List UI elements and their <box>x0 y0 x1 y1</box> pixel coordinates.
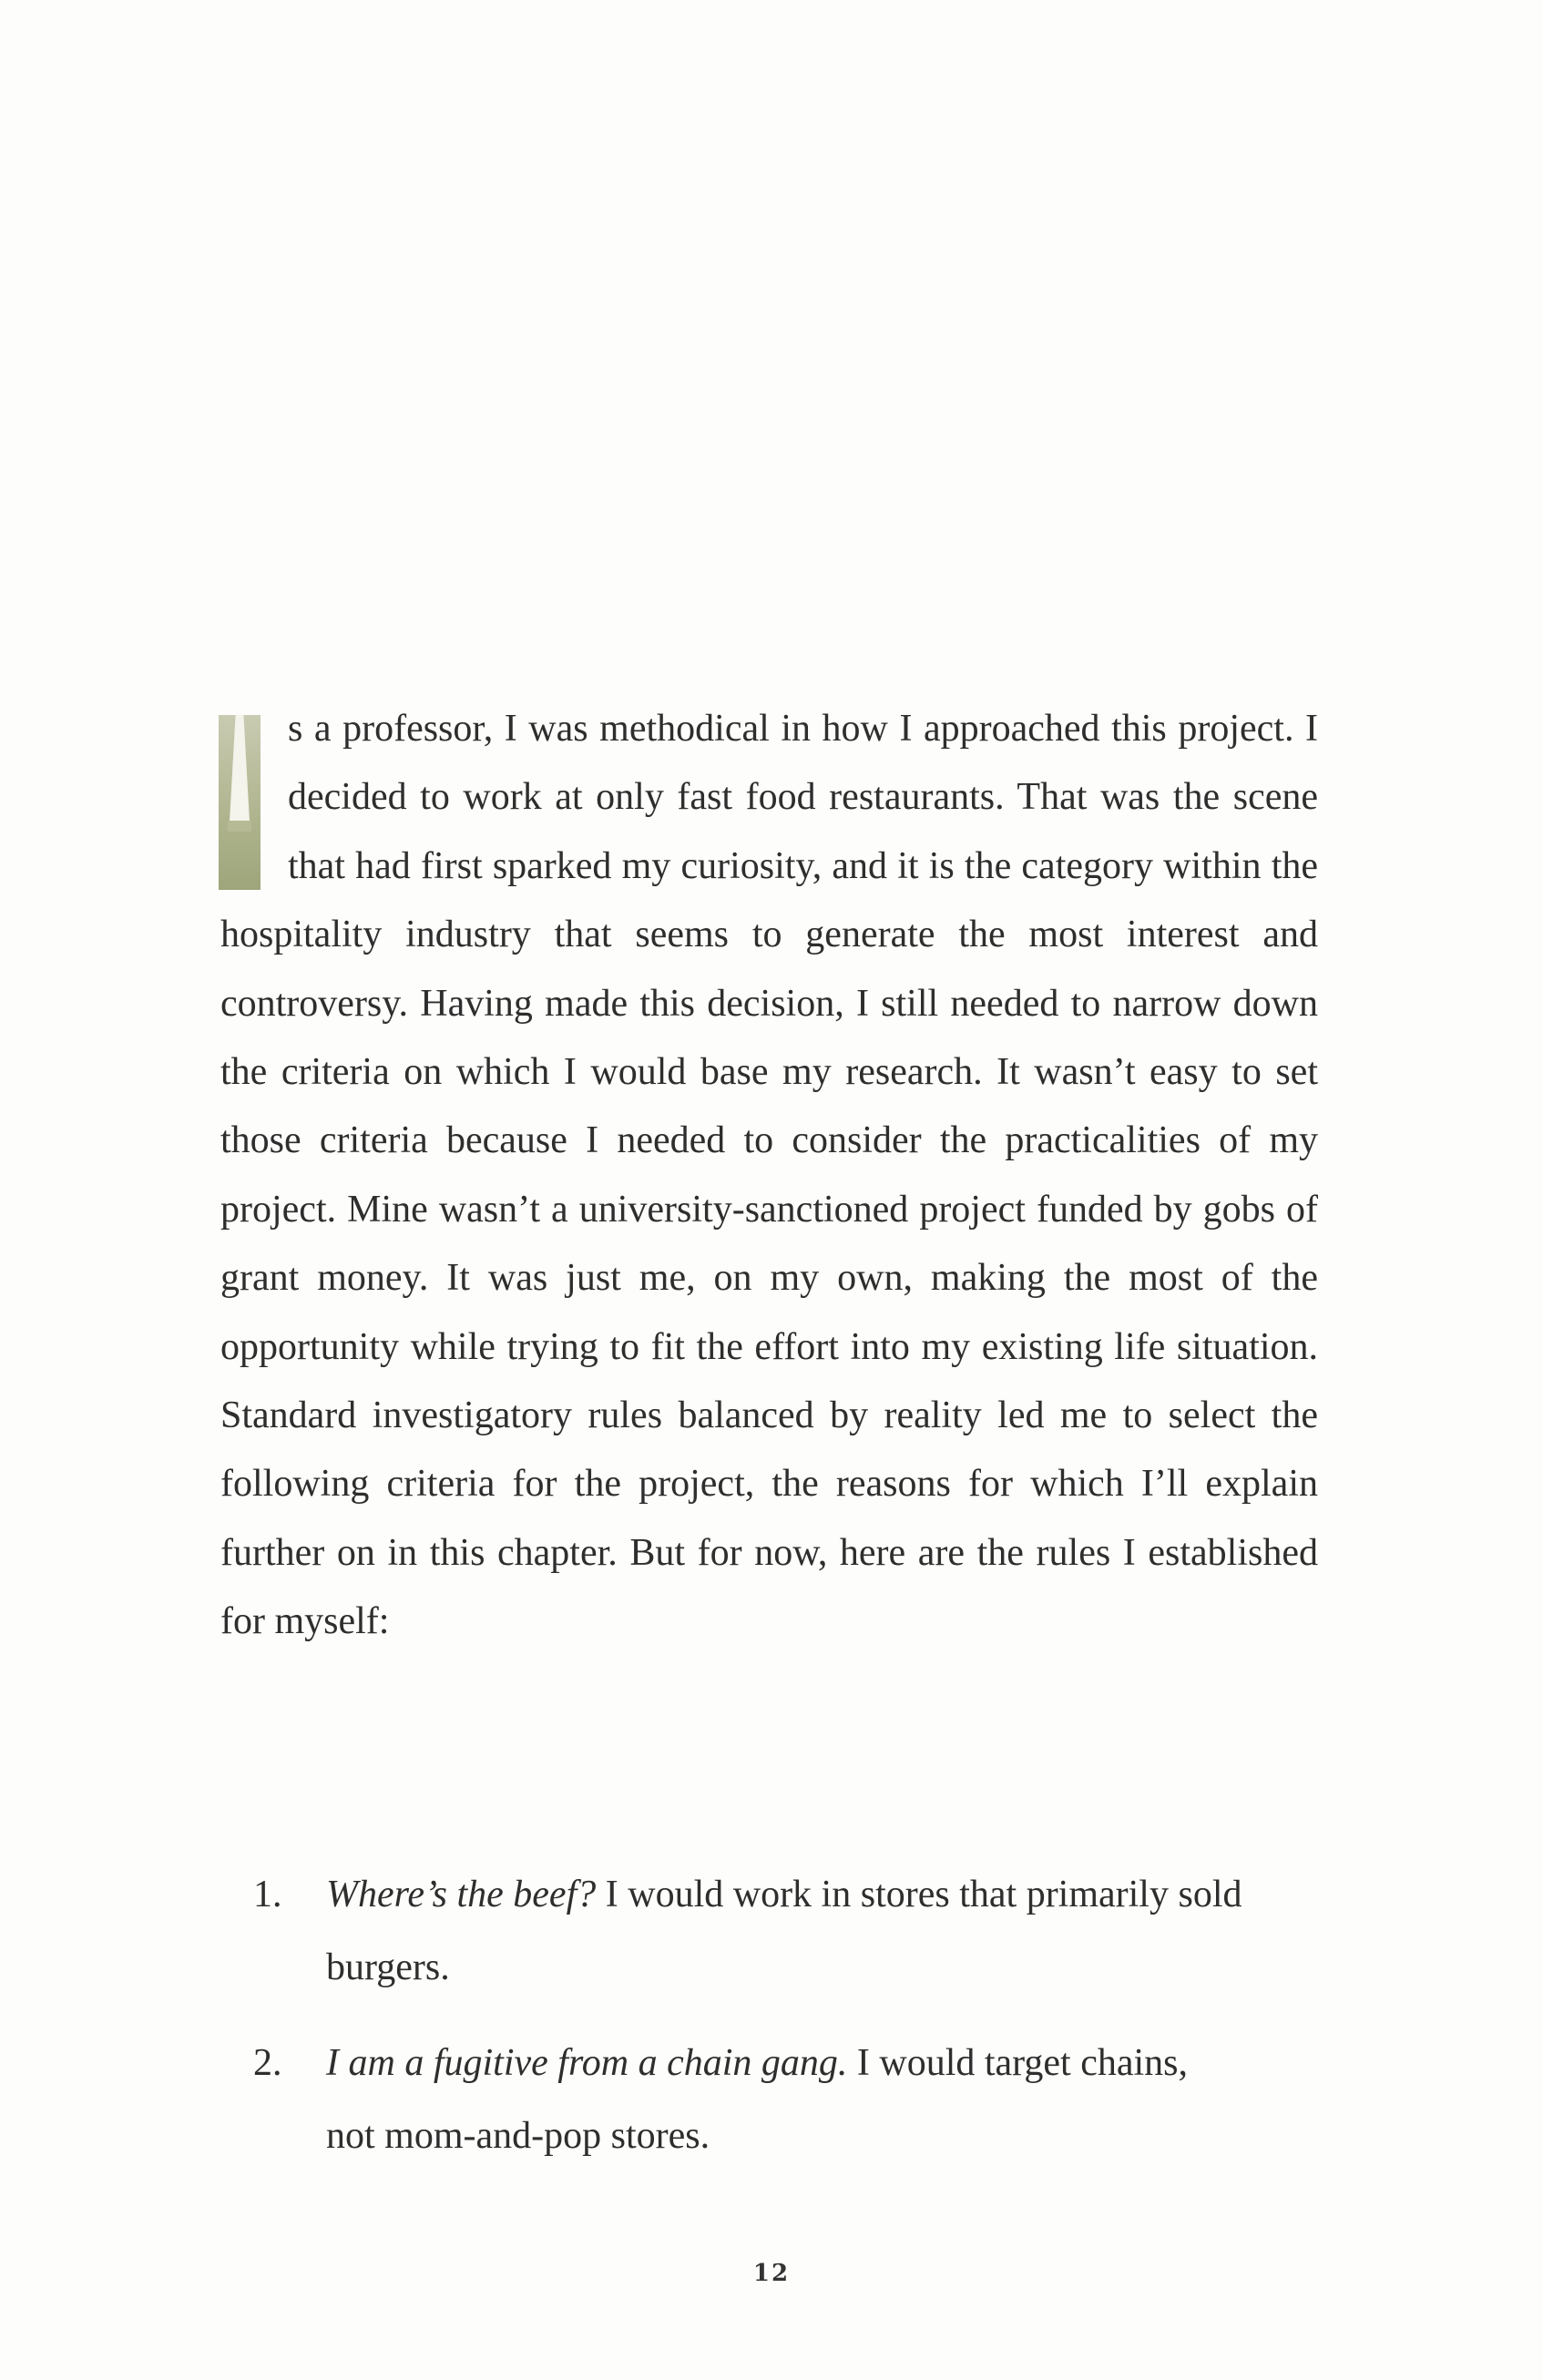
list-item-text: I would work in stores that primarily sold burgers. <box>326 1874 1242 1988</box>
drop-cap-space <box>220 695 288 901</box>
list-item-italic: I am a fugitive from a chain gang. <box>326 2042 848 2084</box>
list-item-number: 2. <box>253 2042 282 2084</box>
page-number: 12 <box>752 2260 791 2287</box>
body-paragraph <box>220 695 1318 1657</box>
list-item-number: 1. <box>253 1874 282 1915</box>
paragraph-text: s a professor, I was methodical in how I approached this project. I decided to work at only fast food restaurants. That was the scene that had first sparked my curiosity, and it is the category within the hospitality industry that seems to generate the most interest and controversy. Having made this decision, I still needed to narrow down the criteria on which I would base my research. It wasn’t easy to set those criteria because I needed to consider the practicalities of my project. Mine wasn’t a university-sanctioned project funded by gobs of grant money. It was just me, on my own, making the most of the opportunity while trying to fit the effort into my existing life situation. Standard investigatory rules balanced by reality led me to select the following criteria for the project, the reasons for which I’ll explain further on in this chapter. But for now, here are the rules I established for myself: <box>220 708 1318 1643</box>
list-item <box>253 2027 1246 2172</box>
list-item-italic: Where’s the beef? <box>326 1874 597 1915</box>
list-item-text: I would target chains, not mom-and-pop stores. <box>326 2042 1189 2157</box>
rules-list <box>253 1858 1246 2195</box>
list-item <box>253 1858 1246 2004</box>
